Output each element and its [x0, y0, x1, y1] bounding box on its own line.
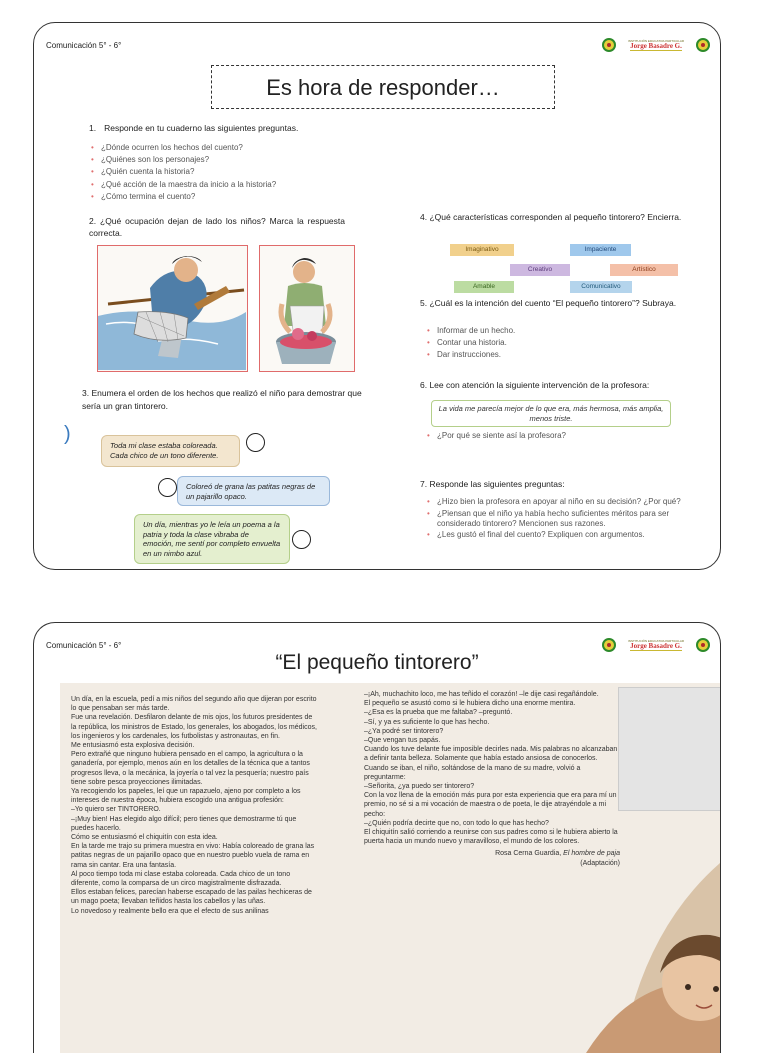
- story-paragraph: –¡Muy bien! Has elegido algo difícil; pero tienes que demostrarme tú que puedes hacerlo.: [71, 815, 297, 832]
- list-item: • ¿Quién cuenta la historia?: [91, 166, 276, 178]
- worksheet-page: [33, 22, 721, 570]
- order-number-circle[interactable]: [292, 530, 311, 549]
- list-item: • ¿Dónde ocurren los hechos del cuento?: [91, 142, 276, 154]
- story-paragraph: –¿Quién podría decirte que no, con todo lo que has hecho?: [364, 819, 549, 827]
- story-paragraph: El chiquitín salió corriendo a reunirse con sus padres como si le hubiera abierto la puerta hacia un mundo nuevo y maravilloso, el mundo de los colores.: [364, 829, 618, 846]
- order-number-circle[interactable]: [246, 433, 265, 452]
- adaptation-note: (Adaptación): [580, 859, 620, 867]
- event-quote-box: Un día, mientras yo le leía un poema a la patria y toda la clase vibraba de emoción, me sentí por completo envuelta en un nimbo azul.: [134, 514, 290, 564]
- story-title: “El pequeño tintorero”: [275, 651, 479, 674]
- list-item[interactable]: • Dar instrucciones.: [427, 349, 515, 361]
- story-paragraph: Me entusiasmó esta explosiva decisión.: [71, 742, 195, 750]
- dyeing-boy-illustration[interactable]: [259, 245, 355, 372]
- story-paragraph: Con la voz llena de la emoción más pura por esta experiencia que era para mí un premio, no sé si a mi vocación de maestra o de poeta, le dije atrayéndole a mi pecho:: [364, 792, 617, 818]
- list-item: • ¿Hizo bien la profesora en apoyar al niño en su decisión? ¿Por qué?: [427, 497, 712, 507]
- trait-tag[interactable]: Impaciente: [570, 244, 631, 256]
- story-paragraph: Fue una revelación. Desfilaron delante de mis ojos, los futuros presidentes de la república, los ministros de Estado, los generales, los abogados, los médicos, los ingenieros y los cardenales, los futbolistas y astronautas, en fin.: [71, 714, 317, 740]
- story-page: [33, 622, 721, 1053]
- fishing-boy-illustration[interactable]: [97, 245, 248, 372]
- story-paragraph: Un día, en la escuela, pedí a mis niños del segundo año que dijeran por escrito lo que pensaban ser más tarde.: [71, 696, 317, 713]
- school-seal-icon: [602, 638, 616, 652]
- order-number-circle[interactable]: [158, 478, 177, 497]
- story-paragraph: –¡Ah, muchachito loco, me has teñido el corazón! –le dije casi regañándole.: [364, 691, 599, 698]
- story-paragraph: Cuando se iban, el niño, soltándose de la mano de su madre, volvió a preguntarme:: [364, 764, 581, 781]
- story-column-right: [364, 690, 620, 868]
- course-label: Comunicación 5° - 6°: [46, 641, 122, 650]
- story-paragraph: –Yo quiero ser TINTORERO.: [71, 806, 161, 814]
- story-paragraph: El pequeño se asustó como si le hubiera dicho una enorme mentira.: [364, 700, 576, 708]
- story-paragraph: Lo novedoso y realmente bello era que el efecto de sus anilinas: [71, 907, 269, 915]
- question-7-list: [427, 497, 712, 542]
- story-paragraph: –Sí, y ya es suficiente lo que has hecho.: [364, 718, 490, 726]
- trait-tag[interactable]: Creativo: [510, 264, 570, 276]
- story-paragraph: –¿Ya podré ser tintorero?: [364, 727, 444, 735]
- story-paragraph: –¿Esa es la prueba que me faltaba? –preguntó.: [364, 709, 513, 717]
- question-1: 1. Responde en tu cuaderno las siguientes preguntas.: [89, 123, 299, 133]
- question-6-list: [427, 430, 566, 442]
- question-2: 2. ¿Qué ocupación dejan de lado los niños? Marca la respuesta correcta.: [89, 216, 345, 238]
- story-paragraph: Ellos estaban felices, parecían haberse escapado de las pailas hechiceras de un mago poeta; llevaban teñidos hasta los cabellos y las uñas.: [71, 889, 312, 906]
- question-3: 3. Enumera el orden de los hechos que realizó el niño para demostrar que sería un gran tintorero.: [82, 388, 362, 411]
- story-paragraph: –Que vengan tus papás.: [364, 737, 441, 745]
- course-label: Comunicación 5° - 6°: [46, 41, 122, 50]
- school-seal-icon: [696, 38, 710, 52]
- question-6: 6. Lee con atención la siguiente intervención de la profesora:: [420, 380, 650, 390]
- list-item: • ¿Les gustó el final del cuento? Expliquen con argumentos.: [427, 530, 712, 540]
- list-item: • ¿Quiénes son los personajes?: [91, 154, 276, 166]
- page-title: Es hora de responder…: [211, 65, 555, 109]
- list-item: • ¿Piensan que el niño ya había hecho suficientes méritos para ser considerado tintorero? Mencionen sus razones.: [427, 509, 712, 529]
- story-paragraph: Ya recogiendo los papeles, leí que un rapazuelo, ajeno por completo a los intereses de nuestra época, hubiera escogido una antigua profesión:: [71, 788, 301, 805]
- story-credit: [364, 849, 620, 867]
- school-seal-icon: [602, 38, 616, 52]
- question-7: 7. Responde las siguientes preguntas:: [420, 479, 565, 489]
- story-paragraph: Al poco tiempo toda mi clase estaba coloreada. Cada chico de un tono diferente, como la comparsa de un circo magistralmente disfrazada.: [71, 870, 291, 888]
- question-5-list: [427, 325, 515, 362]
- story-paragraph: Cuando los tuve delante fue imposible decirles nada. Mis palabras no alcanzaban a definir tanta belleza. Solamente que había estado ansiosa de conocerlos.: [364, 746, 618, 763]
- question-5: 5. ¿Cuál es la intención del cuento “El pequeño tintorero”? Subraya.: [420, 298, 677, 308]
- story-column-left: [71, 695, 319, 916]
- story-paragraph: Pero extrañé que ninguno hubiera pensado en el campo, la agricultura o la ganadería, por ejemplo, menos aún en los detalles de la técnica que a tantos progresos lleva, o la mecánica, la joyería o tal vez la pesquería; nuestro país tiene sobre pesca proyecciones ilimitadas.: [71, 751, 310, 786]
- logo-school-name: Jorge Basadre G.: [630, 41, 682, 50]
- school-seal-icon: [696, 638, 710, 652]
- logo-school-name: Jorge Basadre G.: [630, 641, 682, 650]
- trait-tag[interactable]: Amable: [454, 281, 514, 293]
- list-item: • ¿Qué acción de la maestra da inicio a la historia?: [91, 179, 276, 191]
- list-item[interactable]: • Contar una historia.: [427, 337, 515, 349]
- story-paragraph: Cómo se entusiasmó el chiquitín con esta idea.: [71, 834, 218, 842]
- trait-tag[interactable]: Imaginativo: [450, 244, 514, 256]
- list-item[interactable]: • Informar de un hecho.: [427, 325, 515, 337]
- story-image-placeholder: [618, 687, 721, 811]
- school-logo: [602, 37, 710, 53]
- trait-tag[interactable]: Comunicativo: [570, 281, 632, 293]
- list-item: • ¿Por qué se siente así la profesora?: [427, 430, 566, 442]
- question-1-list: [91, 142, 276, 203]
- event-quote-box: Coloreó de grana las patitas negras de un pajarillo opaco.: [177, 476, 330, 506]
- author-name: Rosa Cerna Guardia,: [495, 850, 562, 858]
- list-item: • ¿Cómo termina el cuento?: [91, 191, 276, 203]
- trait-tag[interactable]: Artístico: [610, 264, 678, 276]
- story-paragraph: –Señorita, ¿ya puedo ser tintorero?: [364, 783, 475, 791]
- logo-small-text: INSTITUCIÓN EDUCATIVA PARTICULAR: [627, 638, 685, 643]
- question-4: 4. ¿Qué características corresponden al pequeño tintorero? Encierra.: [420, 212, 682, 222]
- event-quote-box: Toda mi clase estaba coloreada. Cada chico de un tono diferente.: [101, 435, 240, 467]
- book-title: El hombre de paja: [563, 850, 620, 858]
- logo-small-text: INSTITUCIÓN EDUCATIVA PARTICULAR: [627, 38, 685, 43]
- teacher-quote-box: La vida me parecía mejor de lo que era, más hermosa, más amplia, menos triste.: [431, 400, 671, 427]
- bracket-mark: ): [64, 423, 71, 445]
- story-paragraph: En la tarde me trajo su primera muestra en vivo: Había coloreado de grana las patitas negras de un pajarillo opaco que en nuestro pueblo vuela de rama en rama sin cantar. Era una fantasía.: [71, 843, 315, 869]
